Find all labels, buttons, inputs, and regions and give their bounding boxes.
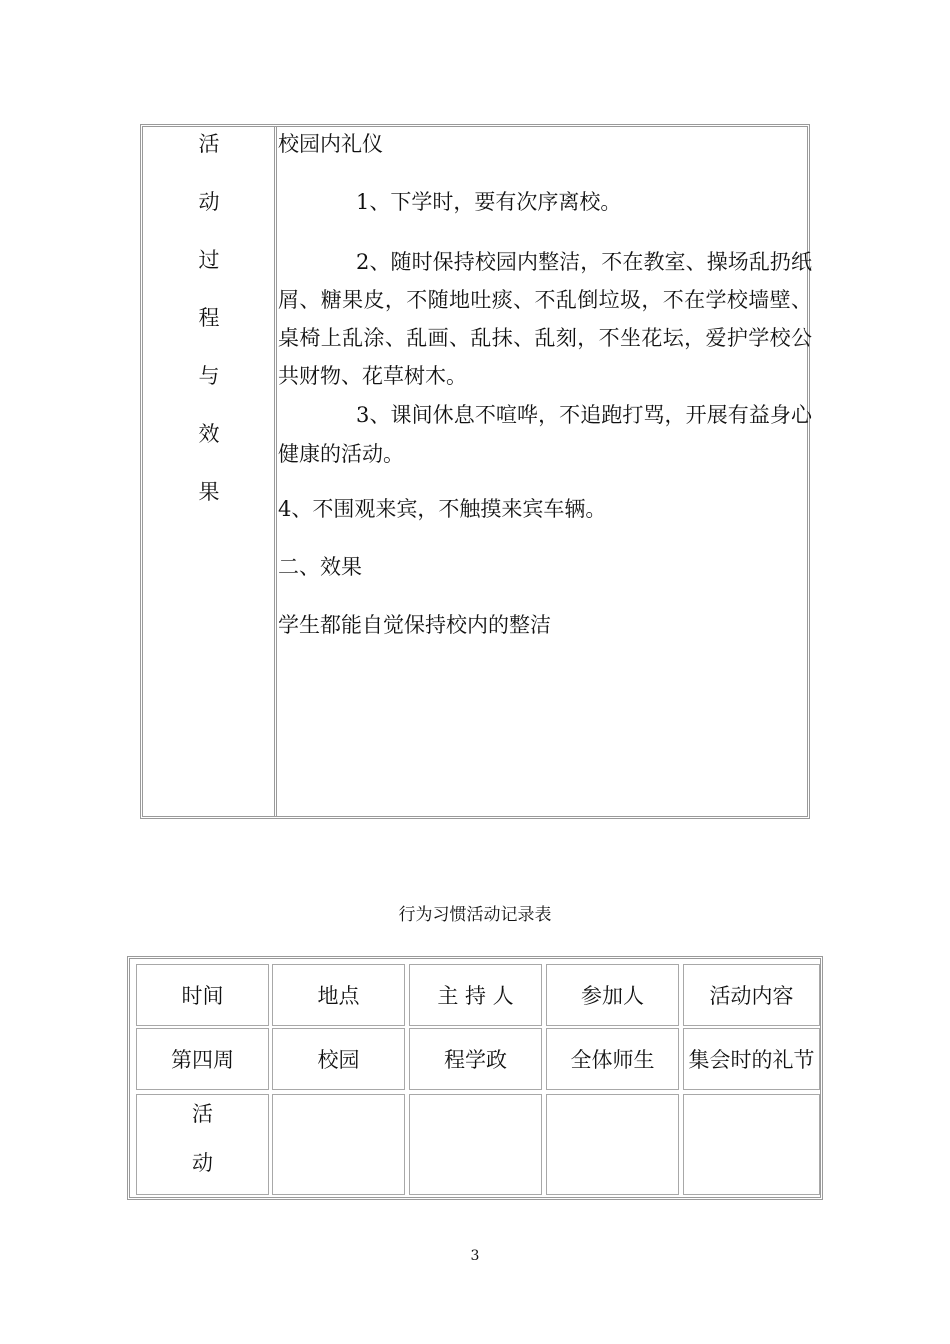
header-cell: 参加人 xyxy=(546,964,679,1026)
header-cell: 活动内容 xyxy=(683,964,820,1026)
table-cell: 集会时的礼节 xyxy=(683,1028,820,1090)
header-cell: 地点 xyxy=(272,964,405,1026)
content-item-4: 4、不围观来宾，不触摸来宾车辆。 xyxy=(278,497,607,521)
section-heading-effect: 二、效果 xyxy=(278,555,362,579)
label-char: 与 xyxy=(198,364,220,388)
table-cell: 第四周 xyxy=(136,1028,269,1090)
content-item-2: 2、随时保持校园内整洁，不在教室、操场乱扔纸屑、糖果皮，不随地吐痰、不乱倒垃圾，不在学校墙壁、桌椅上乱涂、乱画、乱抹、乱刻，不坐花坛，爱护学校公共财物、花草树木。 xyxy=(278,250,812,388)
label-char: 动 xyxy=(198,190,220,214)
empty-cell xyxy=(683,1094,820,1195)
activity-process-label xyxy=(179,127,239,533)
label-char: 动 xyxy=(192,1150,213,1175)
label-char: 果 xyxy=(198,480,220,504)
empty-cell xyxy=(272,1094,405,1195)
label-char: 活 xyxy=(192,1102,213,1126)
table-cell: 全体师生 xyxy=(546,1028,679,1090)
label-char: 过 xyxy=(198,248,220,272)
table-cell: 程学政 xyxy=(409,1028,542,1090)
content-heading: 校园内礼仪 xyxy=(278,132,383,156)
column-divider xyxy=(274,127,277,816)
empty-cell xyxy=(546,1094,679,1195)
record-table xyxy=(127,956,823,1200)
header-cell: 主 持 人 xyxy=(409,964,542,1026)
effect-text: 学生都能自觉保持校内的整洁 xyxy=(278,613,551,637)
content-item-1: 1、下学时，要有次序离校。 xyxy=(356,190,622,214)
content-item-3: 3、课间休息不喧哗，不追跑打骂，开展有益身心健康的活动。 xyxy=(278,403,812,466)
label-char: 程 xyxy=(198,306,220,330)
empty-cell xyxy=(409,1094,542,1195)
activity-process-table xyxy=(140,124,810,819)
label-char: 效 xyxy=(198,422,220,446)
activity-row-label xyxy=(136,1094,269,1195)
record-table-caption: 行为习惯活动记录表 xyxy=(398,905,552,925)
label-char: 活 xyxy=(198,132,220,156)
page-number: 3 xyxy=(470,1248,480,1264)
table-cell: 校园 xyxy=(272,1028,405,1090)
header-cell: 时间 xyxy=(136,964,269,1026)
